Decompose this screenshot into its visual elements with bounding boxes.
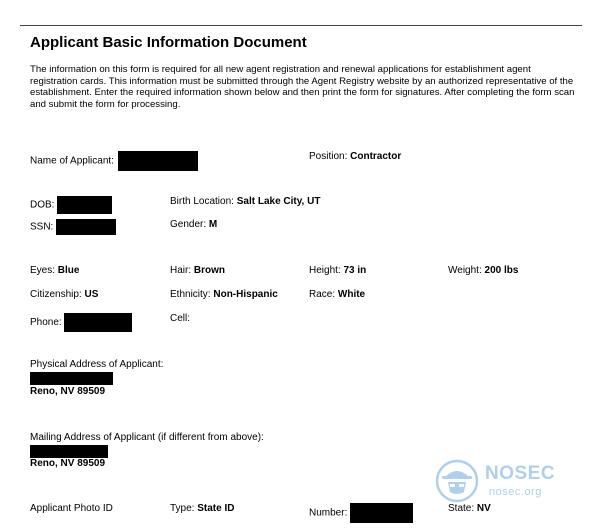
citizenship-field — [30, 289, 98, 301]
photo-id-number-label: Number: — [309, 507, 348, 519]
photo-id-type-value: State ID — [197, 503, 235, 514]
intro-paragraph: The information on this form is required for all new agent registration and renewal applications for establishment agent registration cards. This information must be submitted through the Agent Registry website by an authorized representative of the establishment. Enter the required information shown below and then print the form for signatures. After completing the form scan and submit the form for processing. — [30, 64, 575, 110]
race-label: Race: — [309, 289, 336, 300]
physical-address-city: Reno, NV 89509 — [30, 386, 106, 397]
phone-redaction — [64, 313, 132, 332]
ethnicity-value: Non-Hispanic — [213, 289, 278, 300]
ethnicity-label: Ethnicity: — [170, 289, 211, 300]
hair-field — [170, 265, 225, 277]
hair-value: Brown — [193, 265, 226, 276]
name-label: Name of Applicant: — [30, 155, 114, 167]
position-label: Position: — [309, 151, 348, 162]
cell-label: Cell: — [170, 313, 191, 324]
phone-label: Phone: — [30, 317, 62, 329]
eyes-field — [30, 265, 79, 277]
top-rule — [20, 25, 582, 26]
photo-id-number-field — [309, 503, 413, 523]
mailing-address-redaction — [30, 445, 108, 458]
nosec-watermark — [435, 459, 555, 503]
physical-address-redaction — [30, 372, 113, 385]
ssn-redaction — [56, 219, 116, 235]
gender-value: M — [208, 219, 218, 230]
photo-id-state-label: State: — [448, 503, 475, 514]
cell-field — [170, 313, 190, 325]
birth-location-field — [170, 196, 320, 208]
phone-field — [30, 313, 132, 332]
race-field — [309, 289, 365, 301]
photo-id-number-redaction — [350, 503, 413, 523]
watermark-brand: NOSEC — [485, 463, 556, 484]
photo-id-type-field — [170, 503, 234, 515]
eyes-value: Blue — [57, 265, 80, 276]
watermark-site: nosec.org — [489, 486, 542, 498]
photo-id-state-value: NV — [476, 503, 491, 514]
position-value: Contractor — [350, 151, 402, 162]
ssn-field — [30, 219, 116, 235]
name-redaction — [118, 151, 198, 171]
weight-field — [448, 265, 518, 277]
dob-redaction — [57, 196, 112, 214]
citizenship-value: US — [84, 289, 99, 300]
race-value: White — [337, 289, 366, 300]
physical-address-label: Physical Address of Applicant: — [30, 359, 164, 370]
gender-field — [170, 219, 217, 231]
dob-field — [30, 196, 112, 214]
height-field — [309, 265, 366, 277]
hair-label: Hair: — [170, 265, 192, 276]
ssn-label: SSN: — [30, 221, 54, 233]
gender-label: Gender: — [170, 219, 207, 230]
document-title: Applicant Basic Information Document — [30, 34, 307, 51]
height-value: 73 in — [343, 265, 367, 276]
mailing-address-label: Mailing Address of Applicant (if different from above): — [30, 432, 264, 443]
weight-label: Weight: — [448, 265, 482, 276]
weight-value: 200 lbs — [484, 265, 519, 276]
hat-mask-icon — [435, 459, 481, 503]
photo-id-state-field — [448, 503, 491, 515]
dob-label: DOB: — [30, 199, 55, 211]
eyes-label: Eyes: — [30, 265, 56, 276]
position-field — [309, 151, 401, 163]
height-label: Height: — [309, 265, 341, 276]
birth-location-value: Salt Lake City, UT — [236, 196, 321, 207]
ethnicity-field — [170, 289, 278, 301]
photo-id-label: Applicant Photo ID — [30, 503, 113, 514]
photo-id-type-label: Type: — [170, 503, 195, 514]
citizenship-label: Citizenship: — [30, 289, 82, 300]
birth-location-label: Birth Location: — [170, 196, 234, 207]
name-field — [30, 151, 198, 171]
mailing-address-city: Reno, NV 89509 — [30, 458, 106, 469]
